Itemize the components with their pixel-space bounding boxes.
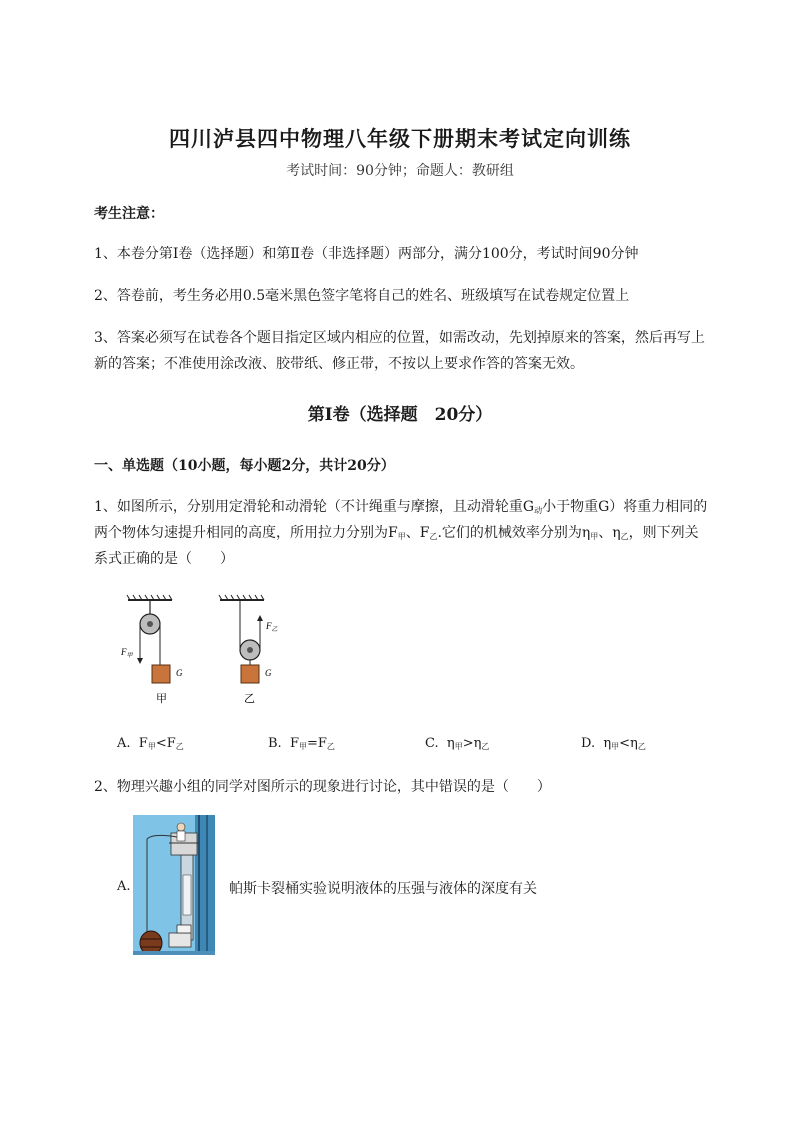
- movable-pulley-weight-label: G: [265, 668, 272, 678]
- pulley-figure: [120, 592, 290, 712]
- option-b[interactable]: B. $F_甲=F_乙$: [268, 736, 335, 751]
- q2-option-a-text[interactable]: 帕斯卡裂桶实验说明液体的压强与液体的深度有关: [229, 881, 537, 897]
- option-d[interactable]: D. $\eta_甲<\eta_乙$: [581, 736, 646, 751]
- exam-info: 考试时间：90分钟；命题人：教研组: [286, 163, 514, 179]
- q2-option-a-letter[interactable]: A.: [117, 879, 131, 894]
- fixed-pulley-force-label: $F_甲$: [121, 647, 133, 659]
- notice-item-1: 1、本卷分第I卷（选择题）和第Ⅱ卷（非选择题）两部分，满分100分，考试时间90分钟: [94, 246, 639, 262]
- movable-pulley-diagram: [219, 595, 278, 705]
- fixed-pulley-diagram: [120, 595, 183, 705]
- notice-item-2: 2、答卷前，考生务必用0.5毫米黑色签字笔将自己的姓名、班级填写在试卷规定位置上: [94, 288, 630, 304]
- option-a[interactable]: A. $F_甲<F_乙$: [117, 736, 184, 751]
- notice-item-3: 3、答案必须写在试卷各个题目指定区域内相应的位置，如需改动，先划掉原来的答案，然后再写上新的答案；不准使用涂改液、胶带纸、修正带，不按以上要求作答的答案无效。: [94, 330, 705, 372]
- question-1-line-1: 1、如图所示，分别用定滑轮和动滑轮（不计绳重与摩擦，且动滑轮重$G_动$小于物重G）将重力相同的: [94, 499, 708, 515]
- movable-pulley-force-label: $F_乙$: [266, 621, 278, 633]
- movable-pulley-caption: 乙: [244, 692, 255, 705]
- part-heading: 一、单选题（10小题，每小题2分，共计20分）: [94, 458, 395, 474]
- notice-heading: 考生注意：: [94, 206, 164, 222]
- pascal-barrel-illustration: [133, 815, 215, 955]
- question-2-text: 2、物理兴趣小组的同学对图所示的现象进行讨论，其中错误的是（ ）: [94, 779, 551, 795]
- fixed-pulley-weight-label: G: [176, 668, 183, 678]
- fixed-pulley-caption: 甲: [156, 692, 167, 705]
- page-title: 四川泸县四中物理八年级下册期末考试定向训练: [169, 126, 631, 151]
- option-c[interactable]: C. $\eta_甲>\eta_乙$: [425, 736, 490, 751]
- question-1-line-2: 两个物体匀速提升相同的高度，所用拉力分别为$F_甲$、$F_乙$.它们的机械效率分别为$\eta_甲$、$\eta_乙$，则下列关: [94, 525, 699, 541]
- section-title: 第I卷（选择题 20分）: [307, 405, 493, 425]
- question-1-line-3: 系式正确的是（ ）: [94, 551, 234, 567]
